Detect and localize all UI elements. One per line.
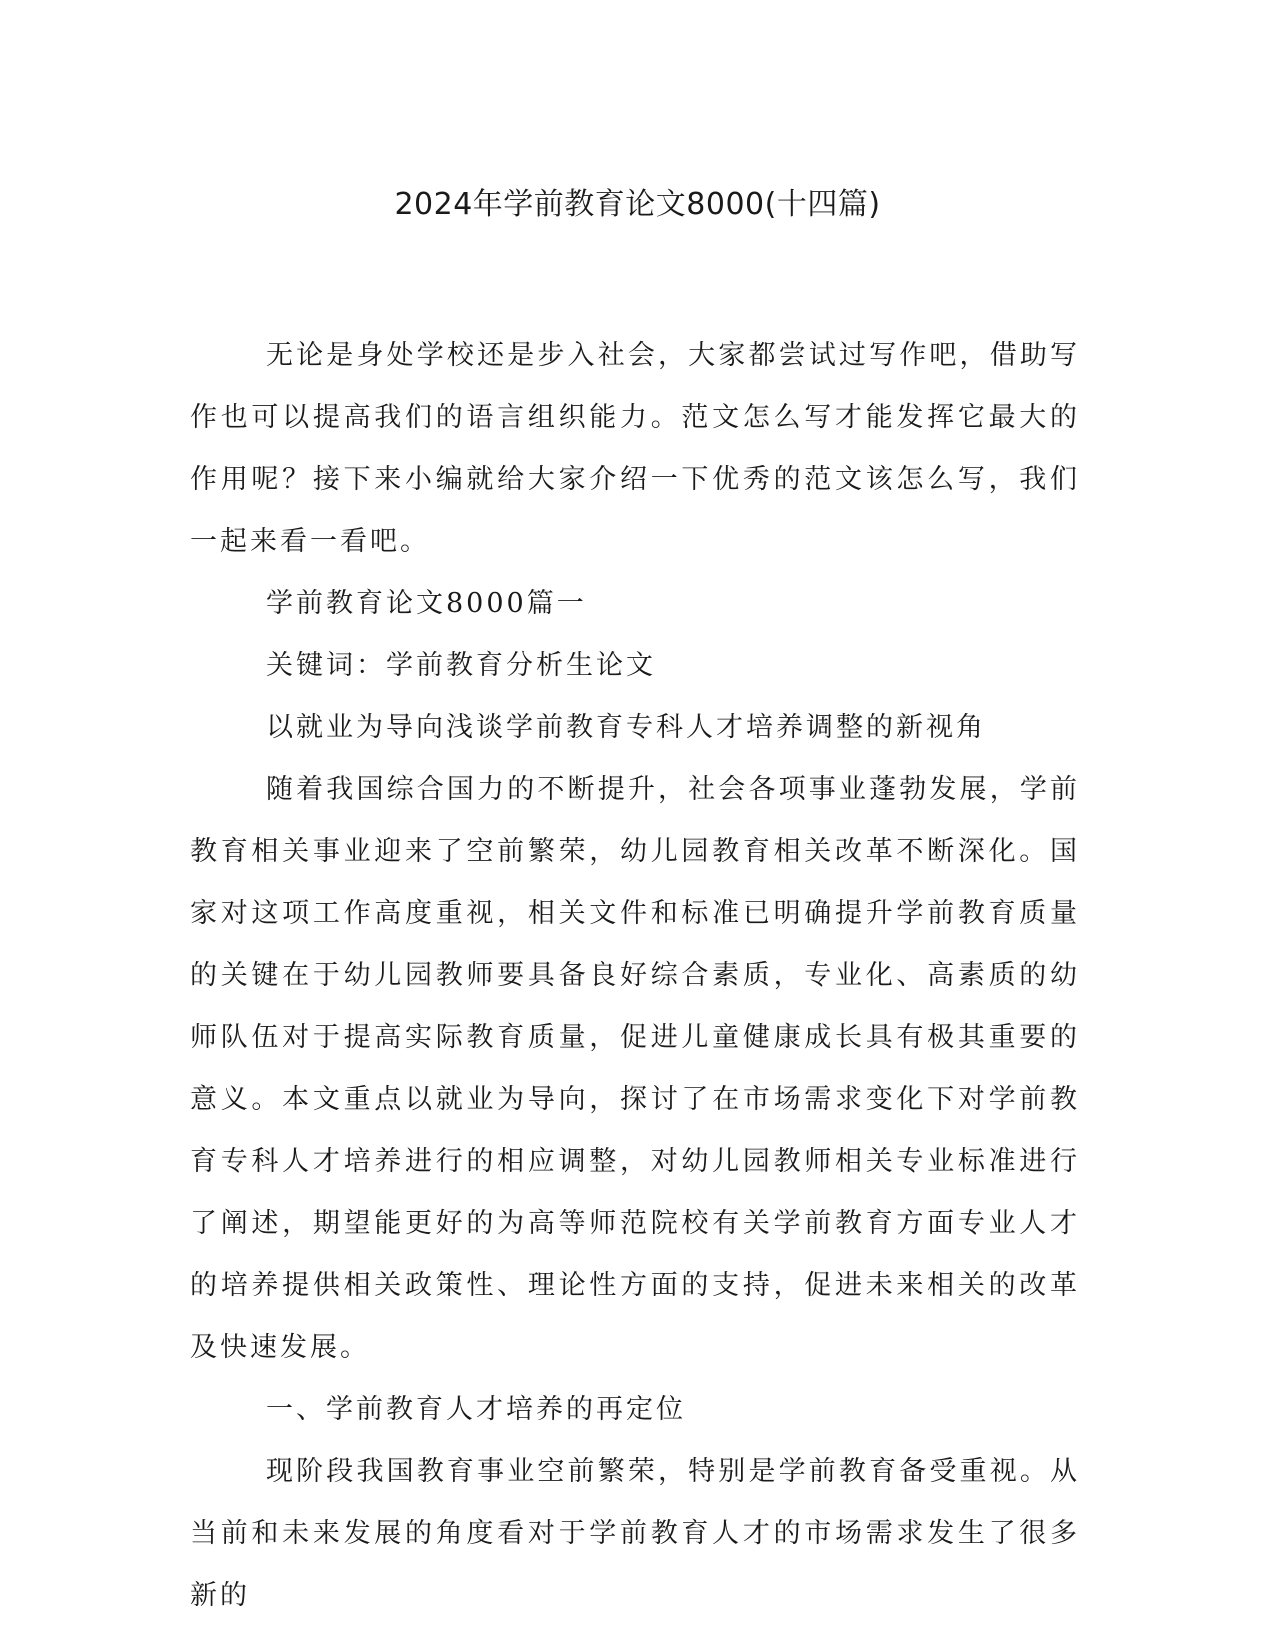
intro-paragraph: 无论是身处学校还是步入社会，大家都尝试过写作吧，借助写作也可以提高我们的语言组织能力。范文怎么写才能发挥它最大的作用呢？接下来小编就给大家介绍一下优秀的范文该怎么写，我们一起来看一看吧。 xyxy=(190,340,1080,557)
section-heading: 学前教育论文8000篇一 xyxy=(266,588,587,619)
body-paragraph: 现阶段我国教育事业空前繁荣，特别是学前教育备受重视。从当前和未来发展的角度看对于学前教育人才的市场需求发生了很多新的 xyxy=(190,1456,1080,1611)
article-title: 以就业为导向浅谈学前教育专科人才培养调整的新视角 xyxy=(266,712,986,743)
abstract-paragraph: 随着我国综合国力的不断提升，社会各项事业蓬勃发展，学前教育相关事业迎来了空前繁荣，幼儿园教育相关改革不断深化。国家对这项工作高度重视，相关文件和标准已明确提升学前教育质量的关键在于幼儿园教师要具备良好综合素质，专业化、高素质的幼师队伍对于提高实际教育质量，促进儿童健康成长具有极其重要的意义。本文重点以就业为导向，探讨了在市场需求变化下对学前教育专科人才培养进行的相应调整，对幼儿园教师相关专业标准进行了阐述，期望能更好的为高等师范院校有关学前教育方面专业人才的培养提供相关政策性、理论性方面的支持，促进未来相关的改革及快速发展。 xyxy=(190,774,1080,1363)
subsection-heading: 一、学前教育人才培养的再定位 xyxy=(266,1394,686,1425)
document-body xyxy=(190,325,1080,1627)
keywords-line: 关键词：学前教育分析生论文 xyxy=(266,650,656,681)
document-title: 2024年学前教育论文8000(十四篇) xyxy=(394,187,881,222)
